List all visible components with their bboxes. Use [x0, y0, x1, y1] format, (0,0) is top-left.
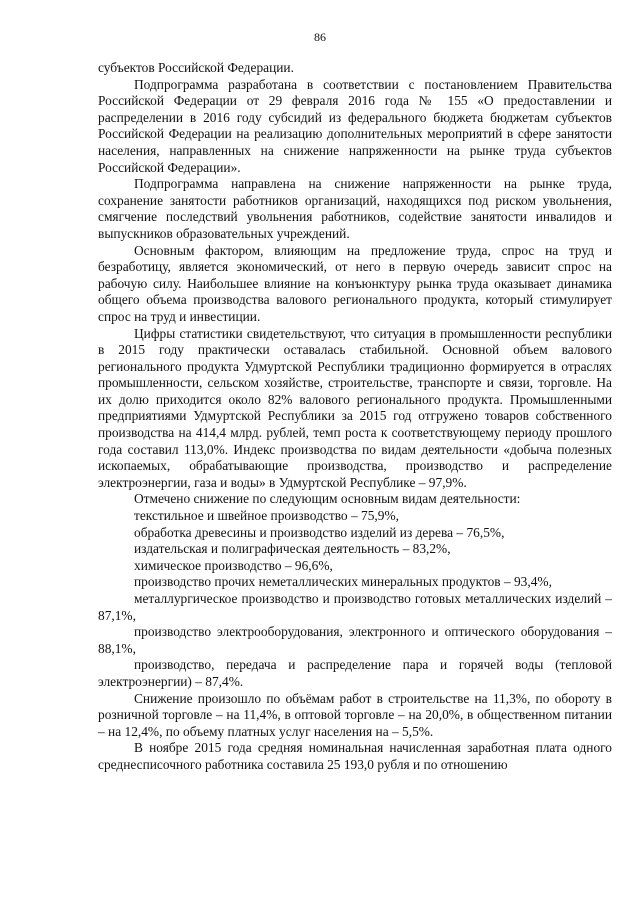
list-item: производство электрооборудования, электронного и оптического оборудования – 88,1%, — [98, 624, 612, 656]
list-item: текстильное и швейное производство – 75,9%, — [134, 508, 399, 524]
document-body — [98, 60, 612, 774]
paragraph-7: Снижение произошло по объёмам работ в строительстве на 11,3%, по обороту в розничной торговле – на 11,4%, в оптовой торговле – на 20,0%, в общественном питании – на 12,4%, по объему платных услуг населения на – 5,5%. — [98, 690, 612, 739]
paragraph-4: Основным фактором, влияющим на предложение труда, спрос на труд и безработицу, является экономический, от него в первую очередь зависит спрос на рабочую силу. Наибольшее влияние на конъюнктуру рынка труда оказывает динамика общего объема производства валового регионального продукта, который стимулирует спрос на труд и инвестиции. — [98, 242, 612, 324]
paragraph-2: Подпрограмма разработана в соответствии с постановлением Правительства Российской Федерации от 29 февраля 2016 года № 155 «О предоставлении и распределении в 2016 году субсидий из федерального бюджета бюджетам субъектов Российской Федерации на реализацию дополнительных мероприятий в сфере занятости населения, направленных на снижение напряженности на рынке труда субъектов Российской Федерации». — [98, 76, 612, 175]
list-item: производство прочих неметаллических минеральных продуктов – 93,4%, — [134, 574, 552, 590]
paragraph-1: субъектов Российской Федерации. — [98, 60, 294, 75]
paragraph-5: Цифры статистики свидетельствуют, что ситуация в промышленности республики в 2015 году практически оставалась стабильной. Основной объем валового регионального продукта Удмуртской Республики традиционно формируется в отраслях промышленности, сельском хозяйстве, строительстве, транспорте и связи, торговле. На их долю приходится около 82% валового регионального продукта. Промышленными предприятиями Удмуртской Республики за 2015 год отгружено товаров собственного производства на 414,4 млрд. рублей, темп роста к соответствующему периоду прошлого года составил 113,0%. Индекс производства по видам деятельности «добыча полезных ископаемых, обрабатывающие производства, производство и распределение электроэнергии, газа и воды» в Удмуртской Республике – 97,9%. — [98, 325, 612, 490]
list-item: производство, передача и распределение пара и горячей воды (тепловой электроэнергии) – 87,4%. — [98, 657, 612, 689]
paragraph-3: Подпрограмма направлена на снижение напряженности на рынке труда, сохранение занятости работников организаций, находящихся под риском увольнения, смягчение последствий увольнения работников, содействие занятости инвалидов и выпускников образовательных учреждений. — [98, 176, 612, 241]
paragraph-6: Отмечено снижение по следующим основным видам деятельности: — [134, 491, 521, 507]
list-item: обработка древесины и производство изделий из дерева – 76,5%, — [134, 524, 505, 540]
list-item: химическое производство – 96,6%, — [134, 557, 333, 573]
list-item: металлургическое производство и производство готовых металлических изделий – 87,1%, — [98, 591, 612, 623]
paragraph-8: В ноябре 2015 года средняя номинальная начисленная заработная плата одного среднесписочного работника составила 25 193,0 рубля и по отношению — [98, 740, 612, 772]
list-item: издательская и полиграфическая деятельность – 83,2%, — [134, 541, 451, 557]
page-number: 86 — [314, 30, 326, 44]
